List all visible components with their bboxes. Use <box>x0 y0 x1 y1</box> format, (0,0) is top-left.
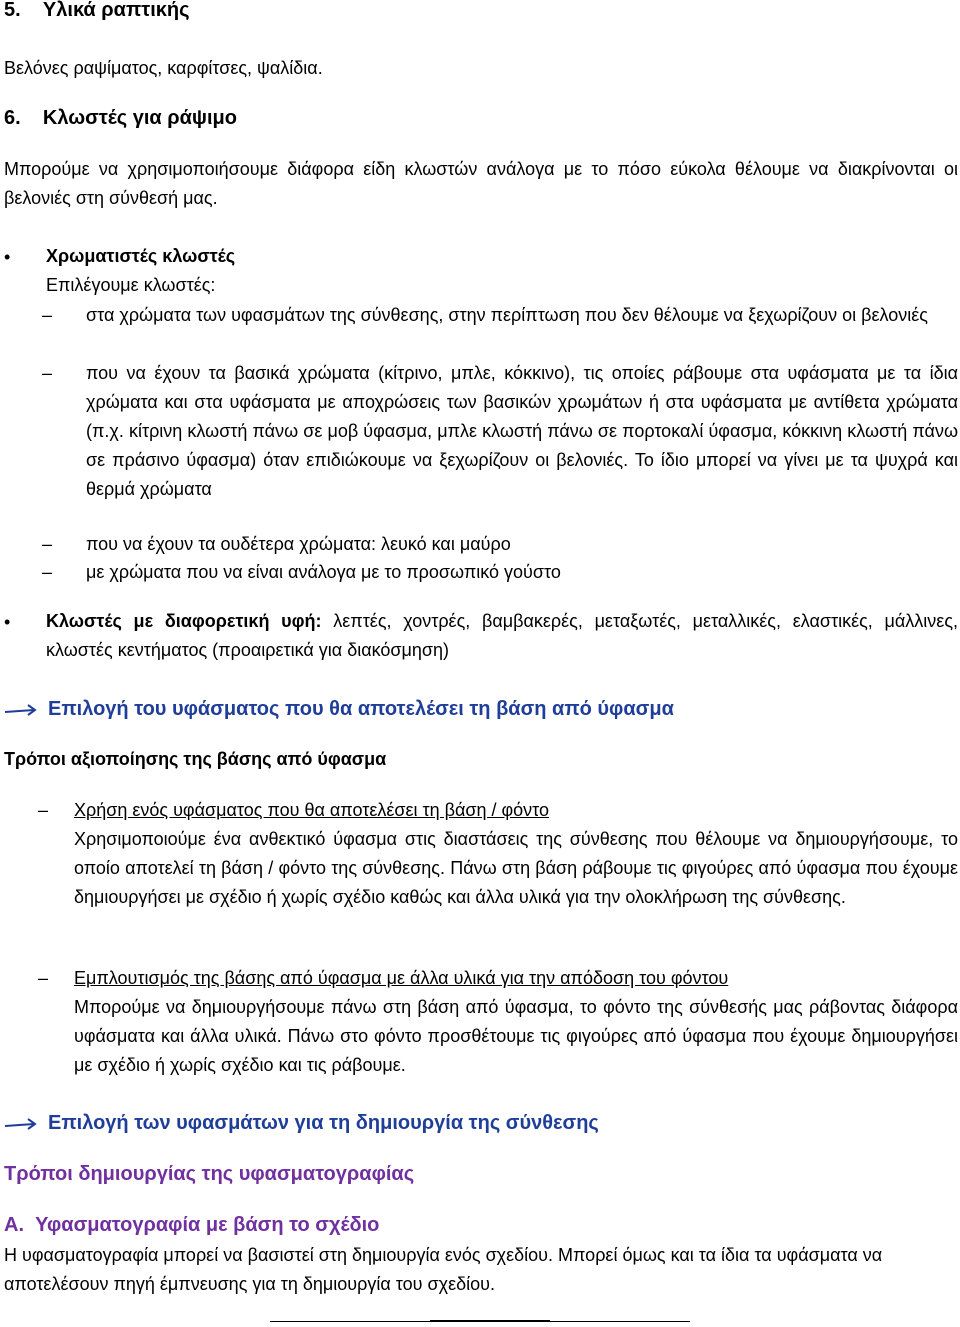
fabric-base-item-text: Μπορούμε να δημιουργήσουμε πάνω στη βάση από ύφασμα, το φόντο της σύνθεσής μας ράβοντας διάφορα υφάσματα και άλλα υλικά. Πάνω στο φόντο προσθέτουμε τις φιγούρες από ύφασμα που έχουμε δημιουργήσει με σχέδιο ή χωρίς σχέδιο και τις ράβουμε. <box>74 997 958 1075</box>
dash-icon: – <box>42 534 53 554</box>
fabric-base-item-title: Χρήση ενός υφάσματος που θα αποτελέσει τη βάση / φόντο <box>74 800 550 820</box>
fabric-base-subheading: Τρόποι αξιοποίησης της βάσης από ύφασμα <box>4 749 387 769</box>
section-5-text: Βελόνες ραψίματος, καρφίτσες, ψαλίδια. <box>4 58 323 78</box>
section-title: Υλικά ραπτικής <box>42 0 190 21</box>
color-threads-subtitle: Επιλέγουμε κλωστές: <box>46 275 216 295</box>
arrow-right-icon <box>4 1116 40 1132</box>
dash-icon: – <box>38 968 49 988</box>
texture-threads-text: λεπτές, χοντρές, βαμβακερές, μεταξωτές, μεταλλικές, ελαστικές, μάλλινες, κλωστές κεντήματος (προαιρετικά για διακόσμηση) <box>46 611 958 660</box>
fabric-base-heading: Επιλογή του υφάσματος που θα αποτελέσει τη βάση από ύφασμα <box>48 698 674 720</box>
subsection-label: Α. <box>4 1214 24 1236</box>
section-title: Κλωστές για ράψιμο <box>42 107 238 129</box>
arrow-right-icon <box>4 702 40 718</box>
footer-divider-accent <box>430 1320 550 1322</box>
color-thread-item: με χρώματα που να είναι ανάλογα με το προσωπικό γούστο <box>86 562 561 582</box>
texture-threads-title: Κλωστές με διαφορετική υφή: <box>46 611 322 631</box>
fabric-ways-heading: Τρόποι δημιουργίας της υφασματογραφίας <box>4 1163 415 1185</box>
fabric-ways-a-heading <box>4 1211 379 1240</box>
section-5-heading <box>4 0 190 25</box>
fabric-ways-a-text: Η υφασματογραφία μπορεί να βασιστεί στη δημιουργία ενός σχεδίου. Μπορεί όμως και τα ίδια τα υφάσματα να αποτελέσουν πηγή έμπνευσης για τη δημιουργία του σχεδίου. <box>4 1245 883 1294</box>
dash-icon: – <box>42 562 53 582</box>
bullet-icon: • <box>4 247 11 267</box>
dash-icon: – <box>38 800 49 820</box>
dash-icon: – <box>42 305 53 325</box>
section-6-intro: Μπορούμε να χρησιμοποιήσουμε διάφορα είδη κλωστών ανάλογα με το πόσο εύκολα θέλουμε να διακρίνονται οι βελονιές στη σύνθεσή μας. <box>4 159 958 208</box>
texture-threads-paragraph <box>46 607 958 665</box>
section-number: 6. <box>4 107 21 129</box>
color-thread-item: που να έχουν τα ουδέτερα χρώματα: λευκό και μαύρο <box>86 534 511 554</box>
subsection-title: Υφασματογραφία με βάση το σχέδιο <box>35 1214 380 1236</box>
dash-icon: – <box>42 363 53 383</box>
fabric-base-item-text: Χρησιμοποιούμε ένα ανθεκτικό ύφασμα στις διαστάσεις της σύνθεσης που θέλουμε να δημιουργήσουμε, το οποίο αποτελεί τη βάση / φόντο της σύνθεσης. Πάνω στη βάση ράβουμε τις φιγούρες από ύφασμα που έχουμε δημιουργήσει με σχέδιο ή χωρίς σχέδιο καθώς και άλλα υλικά για την ολοκλήρωση της σύνθεσης. <box>74 829 958 907</box>
fabric-base-item-title: Εμπλουτισμός της βάσης από ύφασμα με άλλα υλικά για την απόδοση του φόντου <box>74 968 729 988</box>
fabrics-choice-heading: Επιλογή των υφασμάτων για τη δημιουργία της σύνθεσης <box>48 1112 599 1134</box>
bullet-icon: • <box>4 612 11 632</box>
section-6-heading <box>4 104 237 133</box>
color-thread-item: στα χρώματα των υφασμάτων της σύνθεσης, στην περίπτωση που δεν θέλουμε να ξεχωρίζουν οι βελονιές <box>86 305 928 325</box>
section-number: 5. <box>4 0 21 21</box>
color-thread-item: που να έχουν τα βασικά χρώματα (κίτρινο, μπλε, κόκκινο), τις οποίες ράβουμε στα υφάσματα με τα ίδια χρώματα και στα υφάσματα με αποχρώσεις των βασικών χρωμάτων ή στα υφάσματα με αντίθετα χρώματα (π.χ. κίτρινη κλωστή πάνω σε μοβ ύφασμα, μπλε κλωστή πάνω σε πορτοκαλί ύφασμα, κόκκινη κλωστή πάνω σε πράσινο ύφασμα) όταν επιδιώκουμε να ξεχωρίζουν οι βελονιές. Το ίδιο μπορεί να γίνει με τα ψυχρά και θερμά χρώματα <box>86 363 958 499</box>
color-threads-title: Χρωματιστές κλωστές <box>46 246 236 266</box>
